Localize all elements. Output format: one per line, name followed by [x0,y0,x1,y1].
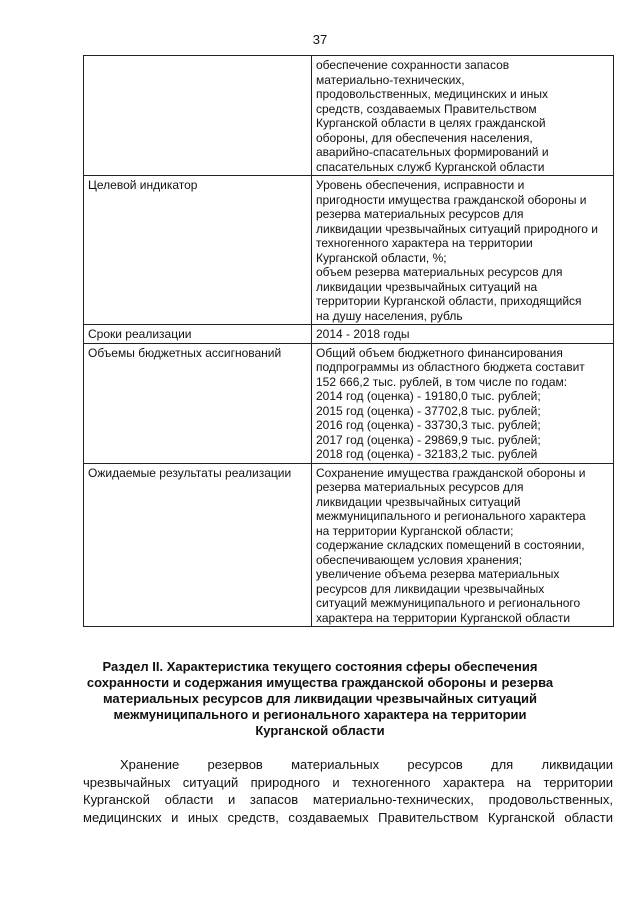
row-label-cell: Целевой индикатор [84,176,312,325]
section-title-line: Раздел II. Характеристика текущего состояния сферы обеспечения [102,659,538,674]
table-row [84,325,614,344]
value-line: на душу населения, рубль [316,308,463,323]
section-title-line: сохранности и содержания имущества гражданской обороны и резерва [86,675,554,690]
row-value-cell [312,56,614,176]
value-line: Сохранение имущества гражданской обороны и [316,465,586,480]
table-row [84,343,614,463]
value-line: 2016 год (оценка) - 33730,3 тыс. рублей; [316,418,541,432]
section-title-line: материальных ресурсов для ликвидации чрезвычайных ситуаций [102,691,537,706]
section-title [60,659,580,739]
row-label-cell: Объемы бюджетных ассигнований [84,343,312,463]
row-value-cell [312,176,614,325]
body-paragraph [83,756,613,826]
value-line: 2014 - 2018 годы [316,327,410,341]
value-line: 2015 год (оценка) - 37702,8 тыс. рублей; [316,403,541,418]
value-line: Курганской области, %; [316,250,447,265]
subprogram-passport-table [83,55,614,627]
value-line: ситуаций межмуниципального и регионального [316,596,581,610]
value-line: средств, создаваемых Правительством [316,101,537,116]
value-line: обеспечивающем условия хранения; [316,552,523,567]
paragraph-line: медицинских и иных средств, создаваемых Правительством Курганской области [83,809,613,825]
value-line: ресурсов для ликвидации чрезвычайных [316,581,545,596]
value-line: материально-технических, [316,72,465,87]
value-line: 2017 год (оценка) - 29869,9 тыс. рублей; [316,432,541,447]
value-line: техногенного характера на территории [316,236,533,250]
value-line: резерва материальных ресурсов для [316,480,524,494]
value-line: содержание складских помещений в состоянии, [316,538,585,552]
value-line: подпрограммы из областного бюджета составит [316,360,585,374]
value-line: Курганской области в целях гражданской [316,116,546,130]
value-line: ликвидации чрезвычайных ситуаций природного и [316,221,598,236]
row-label-cell [84,56,312,176]
table-row [84,463,614,627]
value-line: 152 666,2 тыс. рублей, в том числе по годам: [316,374,568,389]
row-value-cell [312,325,614,344]
value-line: Общий объем бюджетного финансирования [316,345,563,360]
page-number: 37 [312,32,328,47]
value-line: Уровень обеспечения, исправности и [316,178,525,192]
value-line: спасательных служб Курганской области [316,159,545,174]
value-line: пригодности имущества гражданской обороны и [316,192,587,207]
table-row [84,56,614,176]
paragraph-line: чрезвычайных ситуаций природного и техногенного характера на территории [83,774,613,790]
value-line: объем резерва материальных ресурсов для [316,265,563,279]
value-line: 2018 год (оценка) - 32183,2 тыс. рублей [316,447,538,461]
section-title-line: межмуниципального и регионального характера на территории [113,707,527,722]
value-line: резерва материальных ресурсов для [316,207,524,221]
value-line: 2014 год (оценка) - 19180,0 тыс. рублей; [316,389,541,403]
value-line: на территории Курганской области; [316,523,514,538]
row-value-cell [312,463,614,627]
value-line: обеспечение сохранности запасов [316,58,510,72]
value-line: продовольственных, медицинских и иных [316,87,548,101]
value-line: аварийно-спасательных формирований и [316,145,549,159]
paragraph-line: Хранение резервов материальных ресурсов для ликвидации [120,757,613,772]
paragraph-line: Курганской области и запасов материально-технических, продовольственных, [83,792,613,807]
value-line: ликвидации чрезвычайных ситуаций [316,494,521,509]
row-value-cell [312,343,614,463]
value-line: ликвидации чрезвычайных ситуаций на [316,279,538,294]
section-title-line: Курганской области [255,723,385,738]
value-line: межмуниципального и регионального характера [316,509,586,523]
value-line: характера на территории Курганской области [316,610,571,625]
row-label-cell: Ожидаемые результаты реализации [84,463,312,627]
table-row [84,176,614,325]
value-line: обороны, для обеспечения населения, [316,130,533,145]
row-label-cell: Сроки реализации [84,325,312,344]
value-line: территории Курганской области, приходящийся [316,294,582,308]
value-line: увеличение объема резерва материальных [316,567,560,581]
